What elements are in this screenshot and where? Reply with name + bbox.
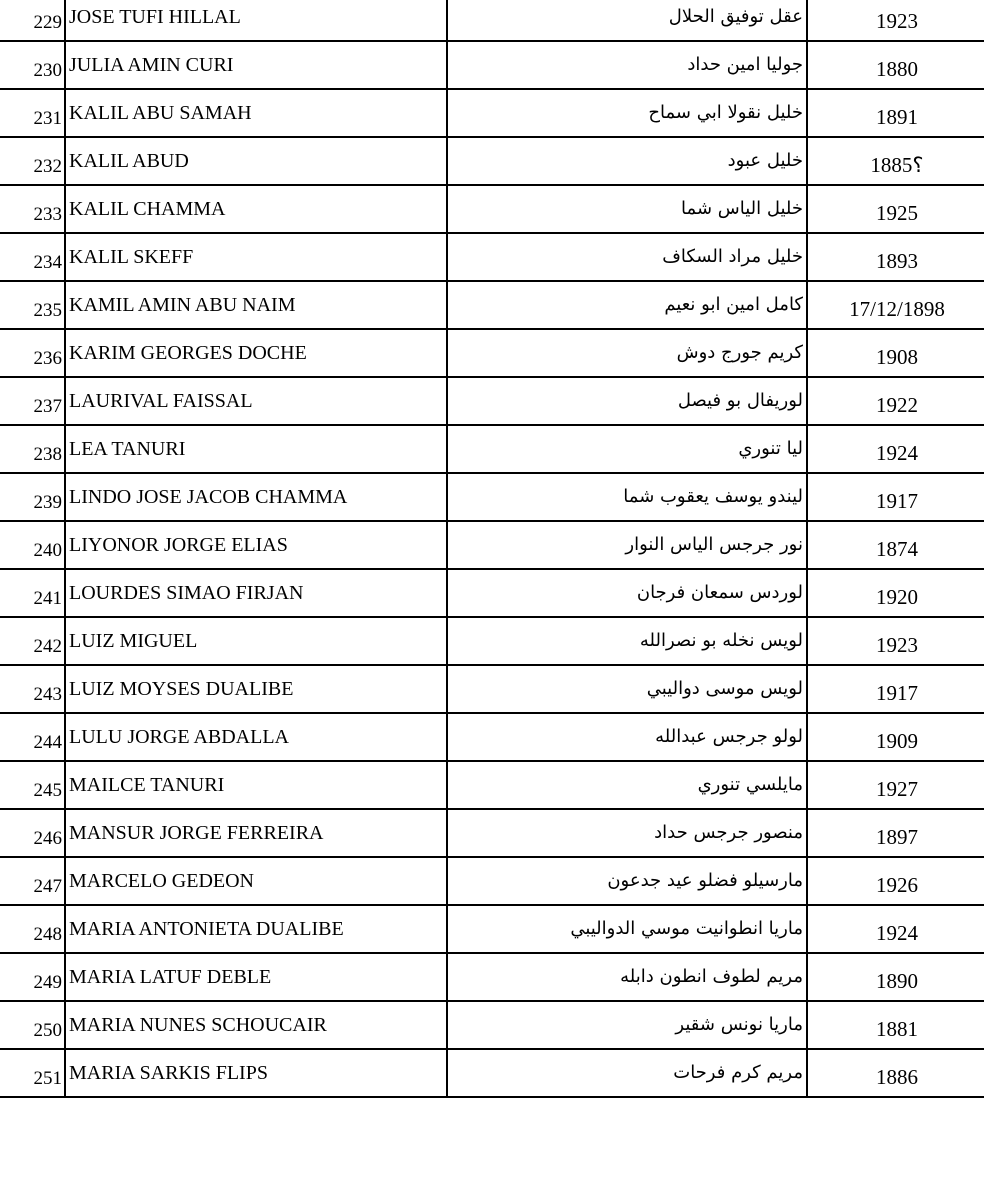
birth-date-cell: 1909	[807, 713, 984, 761]
table-row	[0, 377, 984, 425]
arabic-name-cell: نور جرجس الياس النوار	[447, 521, 807, 569]
arabic-name-cell: ليا تنوري	[447, 425, 807, 473]
birth-date-cell: 17/12/1898	[807, 281, 984, 329]
row-number: 247	[0, 857, 65, 905]
birth-date-cell: 1924	[807, 905, 984, 953]
table-row	[0, 185, 984, 233]
latin-name-cell: LEA TANURI	[65, 425, 447, 473]
table-row	[0, 617, 984, 665]
row-number: 234	[0, 233, 65, 281]
arabic-name-cell: كامل امين ابو نعيم	[447, 281, 807, 329]
table-row	[0, 281, 984, 329]
birth-date-cell: 1923	[807, 617, 984, 665]
arabic-name-cell: ماريا نونس شقير	[447, 1001, 807, 1049]
birth-date-cell: 1881	[807, 1001, 984, 1049]
latin-name-cell: KALIL ABU SAMAH	[65, 89, 447, 137]
arabic-name-cell: عقل توفيق الحلال	[447, 0, 807, 41]
birth-date-cell: 1925	[807, 185, 984, 233]
birth-date-cell: 1917	[807, 665, 984, 713]
arabic-name-cell: لويس نخله بو نصرالله	[447, 617, 807, 665]
birth-date-cell: 1922	[807, 377, 984, 425]
row-number: 248	[0, 905, 65, 953]
latin-name-cell: KALIL CHAMMA	[65, 185, 447, 233]
row-number: 251	[0, 1049, 65, 1097]
row-number: 231	[0, 89, 65, 137]
row-number: 242	[0, 617, 65, 665]
row-number: 235	[0, 281, 65, 329]
table-row	[0, 329, 984, 377]
row-number: 229	[0, 0, 65, 41]
table-row	[0, 233, 984, 281]
latin-name-cell: LINDO JOSE JACOB CHAMMA	[65, 473, 447, 521]
arabic-name-cell: خليل عبود	[447, 137, 807, 185]
latin-name-cell: MARIA LATUF DEBLE	[65, 953, 447, 1001]
latin-name-cell: LUIZ MOYSES DUALIBE	[65, 665, 447, 713]
row-number: 244	[0, 713, 65, 761]
birth-date-cell: 1920	[807, 569, 984, 617]
arabic-name-cell: خليل مراد السكاف	[447, 233, 807, 281]
table-row	[0, 953, 984, 1001]
row-number: 246	[0, 809, 65, 857]
latin-name-cell: LUIZ MIGUEL	[65, 617, 447, 665]
table-row	[0, 665, 984, 713]
birth-date-cell: 1917	[807, 473, 984, 521]
table-row	[0, 761, 984, 809]
birth-date-cell: 1874	[807, 521, 984, 569]
table-row	[0, 1001, 984, 1049]
latin-name-cell: JOSE TUFI HILLAL	[65, 0, 447, 41]
table-row	[0, 809, 984, 857]
latin-name-cell: MANSUR JORGE FERREIRA	[65, 809, 447, 857]
arabic-name-cell: ماريا انطوانيت موسي الدواليبي	[447, 905, 807, 953]
latin-name-cell: JULIA AMIN CURI	[65, 41, 447, 89]
row-number: 250	[0, 1001, 65, 1049]
arabic-name-cell: جوليا امين حداد	[447, 41, 807, 89]
table-row	[0, 0, 984, 41]
row-number: 230	[0, 41, 65, 89]
row-number: 232	[0, 137, 65, 185]
birth-date-cell: 1926	[807, 857, 984, 905]
birth-date-cell: 1880	[807, 41, 984, 89]
row-number: 238	[0, 425, 65, 473]
arabic-name-cell: مريم لطوف انطون دابله	[447, 953, 807, 1001]
birth-date-cell: 1893	[807, 233, 984, 281]
table-row	[0, 1049, 984, 1097]
arabic-name-cell: لوريفال بو فيصل	[447, 377, 807, 425]
birth-date-cell: 1890	[807, 953, 984, 1001]
latin-name-cell: KARIM GEORGES DOCHE	[65, 329, 447, 377]
arabic-name-cell: لوردس سمعان فرجان	[447, 569, 807, 617]
arabic-name-cell: كريم جورج دوش	[447, 329, 807, 377]
arabic-name-cell: مايلسي تنوري	[447, 761, 807, 809]
latin-name-cell: LIYONOR JORGE ELIAS	[65, 521, 447, 569]
row-number: 233	[0, 185, 65, 233]
birth-date-cell: 1927	[807, 761, 984, 809]
birth-date-cell: 1908	[807, 329, 984, 377]
birth-date-cell: 1923	[807, 0, 984, 41]
arabic-name-cell: ليندو يوسف يعقوب شما	[447, 473, 807, 521]
row-number: 243	[0, 665, 65, 713]
table-row	[0, 521, 984, 569]
birth-date-cell: 1886	[807, 1049, 984, 1097]
table-row	[0, 905, 984, 953]
latin-name-cell: KALIL SKEFF	[65, 233, 447, 281]
table-row	[0, 41, 984, 89]
arabic-name-cell: لويس موسى دواليبي	[447, 665, 807, 713]
row-number: 239	[0, 473, 65, 521]
latin-name-cell: MAILCE TANURI	[65, 761, 447, 809]
arabic-name-cell: خليل الياس شما	[447, 185, 807, 233]
latin-name-cell: MARIA ANTONIETA DUALIBE	[65, 905, 447, 953]
row-number: 249	[0, 953, 65, 1001]
birth-date-cell: 1897	[807, 809, 984, 857]
arabic-name-cell: مارسيلو فضلو عيد جدعون	[447, 857, 807, 905]
row-number: 245	[0, 761, 65, 809]
table-row	[0, 713, 984, 761]
arabic-name-cell: لولو جرجس عبدالله	[447, 713, 807, 761]
latin-name-cell: LAURIVAL FAISSAL	[65, 377, 447, 425]
row-number: 237	[0, 377, 65, 425]
arabic-name-cell: منصور جرجس حداد	[447, 809, 807, 857]
table-row	[0, 425, 984, 473]
table-row	[0, 473, 984, 521]
latin-name-cell: MARIA SARKIS FLIPS	[65, 1049, 447, 1097]
latin-name-cell: KAMIL AMIN ABU NAIM	[65, 281, 447, 329]
row-number: 240	[0, 521, 65, 569]
row-number: 236	[0, 329, 65, 377]
table-row	[0, 137, 984, 185]
arabic-name-cell: خليل نقولا ابي سماح	[447, 89, 807, 137]
latin-name-cell: LULU JORGE ABDALLA	[65, 713, 447, 761]
latin-name-cell: MARCELO GEDEON	[65, 857, 447, 905]
arabic-name-cell: مريم كرم فرحات	[447, 1049, 807, 1097]
birth-date-cell: 1924	[807, 425, 984, 473]
latin-name-cell: LOURDES SIMAO FIRJAN	[65, 569, 447, 617]
birth-date-cell: 1891	[807, 89, 984, 137]
birth-date-cell: 1885؟	[807, 137, 984, 185]
table-row	[0, 89, 984, 137]
row-number: 241	[0, 569, 65, 617]
table-row	[0, 569, 984, 617]
table-row	[0, 857, 984, 905]
latin-name-cell: KALIL ABUD	[65, 137, 447, 185]
latin-name-cell: MARIA NUNES SCHOUCAIR	[65, 1001, 447, 1049]
